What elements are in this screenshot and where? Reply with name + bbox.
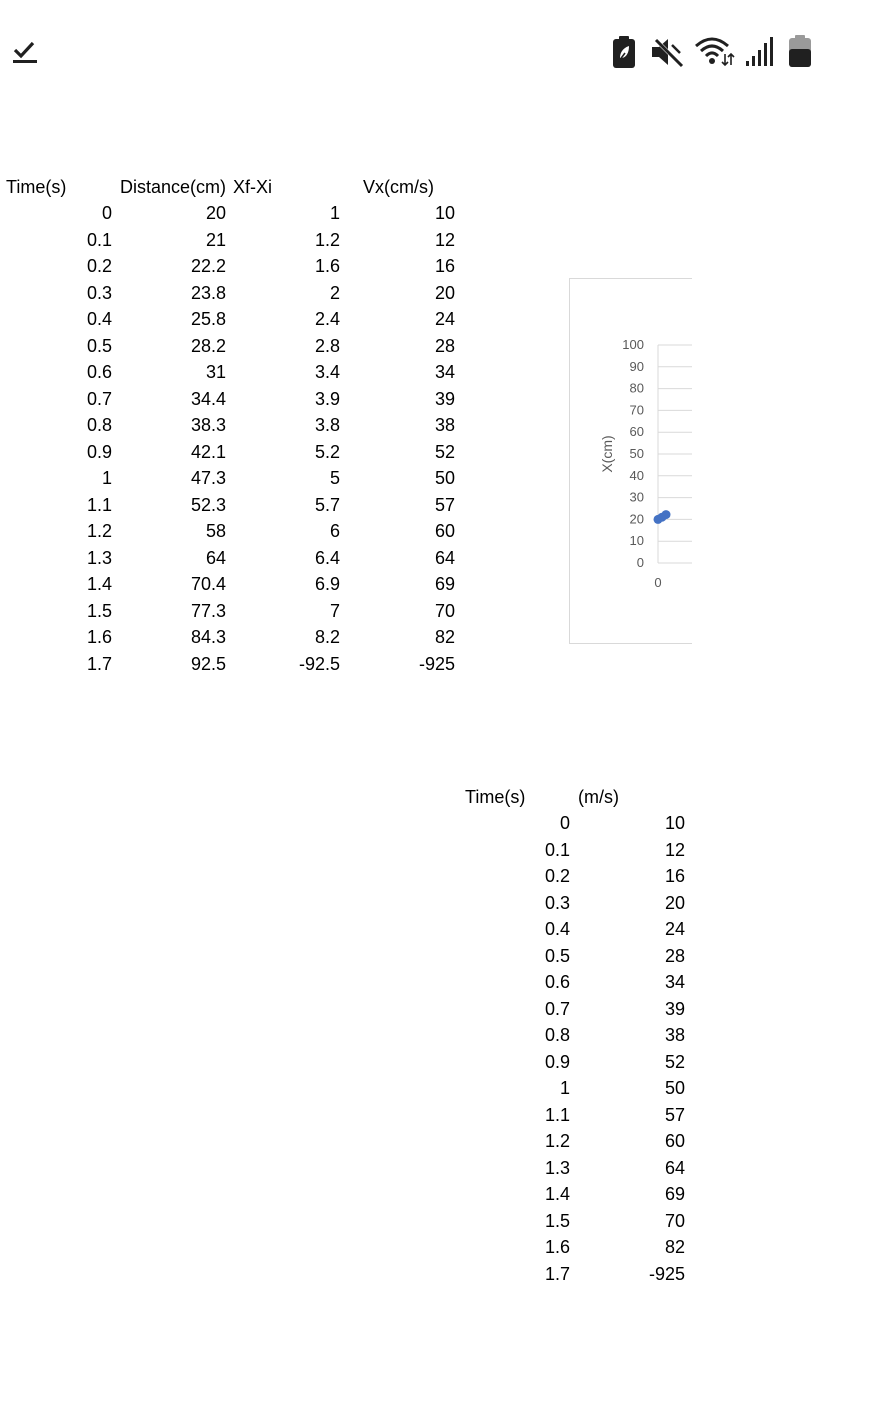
table2-cell: 10 bbox=[664, 813, 685, 833]
y-tick-label: 80 bbox=[629, 380, 644, 396]
table1-cell: 70.4 bbox=[190, 574, 226, 594]
signal-icon bbox=[744, 36, 774, 68]
table1-cell: 6 bbox=[329, 521, 340, 541]
table1-cell: 38 bbox=[434, 415, 455, 435]
table1-header-1: Distance(cm) bbox=[120, 177, 227, 197]
table1-cell: 38.3 bbox=[190, 415, 226, 435]
table2-cell: 1.7 bbox=[544, 1263, 570, 1284]
table2-cell: 24 bbox=[664, 919, 685, 939]
table1-cell: 39 bbox=[434, 388, 455, 409]
table1-cell: 16 bbox=[434, 256, 455, 276]
table2-cell: 1.3 bbox=[544, 1157, 570, 1178]
table1-cell: 2.8 bbox=[314, 335, 340, 356]
y-tick-label: 70 bbox=[629, 402, 644, 418]
table1-cell: 0.3 bbox=[86, 282, 112, 303]
table2-cell: -925 bbox=[648, 1263, 685, 1284]
table2-cell: 52 bbox=[664, 1051, 685, 1072]
table2-cell: 1.4 bbox=[544, 1184, 570, 1204]
table1-cell: 20 bbox=[205, 203, 226, 223]
table2-cell: 0.5 bbox=[544, 945, 570, 966]
table1-cell: 0.8 bbox=[86, 415, 112, 435]
table1-cell: 1.6 bbox=[86, 627, 112, 647]
table1-cell: 1.1 bbox=[86, 494, 112, 515]
table1-cell: 20 bbox=[434, 282, 455, 303]
y-tick-label: 0 bbox=[636, 555, 644, 570]
table2-cell: 50 bbox=[664, 1078, 685, 1098]
table1-cell: 34 bbox=[434, 362, 455, 382]
table1-cell: 5 bbox=[329, 468, 340, 488]
table1-cell: 5.2 bbox=[314, 441, 340, 462]
table2-cell: 0.4 bbox=[544, 919, 570, 939]
table2-cell: 0 bbox=[559, 813, 570, 833]
table2-cell: 38 bbox=[664, 1025, 685, 1045]
table1-cell: 1.2 bbox=[86, 521, 112, 541]
table1-header-0: Time(s) bbox=[6, 177, 67, 197]
y-tick-label: 10 bbox=[629, 533, 644, 549]
table2-cell: 0.2 bbox=[544, 866, 570, 886]
table1-cell: 28 bbox=[434, 335, 455, 356]
table1-cell: 58 bbox=[205, 521, 226, 541]
table1-cell: 12 bbox=[434, 229, 455, 250]
table2-cell: 64 bbox=[664, 1157, 685, 1178]
table2-cell: 16 bbox=[664, 866, 685, 886]
table1-cell: 1.6 bbox=[314, 256, 340, 276]
table2-cell: 82 bbox=[664, 1237, 685, 1257]
y-tick-label: 20 bbox=[629, 511, 644, 527]
table2-cell: 28 bbox=[664, 945, 685, 966]
table1-cell: 5.7 bbox=[314, 494, 340, 515]
table1-cell: 50 bbox=[434, 468, 455, 488]
table1-cell: 2 bbox=[329, 282, 340, 303]
y-axis-label: X(cm) bbox=[599, 435, 615, 473]
table1-cell: 42.1 bbox=[190, 441, 226, 462]
spreadsheet-table-1 bbox=[0, 0, 470, 700]
table1-cell: 82 bbox=[434, 627, 455, 647]
table1-cell: 60 bbox=[434, 521, 455, 541]
table1-header-3: Vx(cm/s) bbox=[363, 177, 434, 197]
table2-cell: 0.9 bbox=[544, 1051, 570, 1072]
y-tick-label: 30 bbox=[629, 489, 644, 505]
table1-cell: 1 bbox=[329, 203, 340, 223]
table2-cell: 0.6 bbox=[544, 972, 570, 992]
x-tick-label: 0 bbox=[654, 575, 662, 590]
y-tick-label: 90 bbox=[629, 358, 644, 374]
table2-cell: 0.1 bbox=[544, 839, 570, 860]
table1-cell: 1.5 bbox=[86, 600, 112, 621]
table2-cell: 39 bbox=[664, 998, 685, 1019]
table1-cell: 0.9 bbox=[86, 441, 112, 462]
table1-cell: 52 bbox=[434, 441, 455, 462]
table1-cell: 1.3 bbox=[86, 547, 112, 568]
table2-header-0: Time(s) bbox=[465, 787, 526, 807]
table1-cell: 0.2 bbox=[86, 256, 112, 276]
table1-cell: 25.8 bbox=[190, 309, 226, 329]
table1-cell: 31 bbox=[205, 362, 226, 382]
table2-cell: 12 bbox=[664, 839, 685, 860]
table1-cell: 23.8 bbox=[190, 282, 226, 303]
table1-cell: 2.4 bbox=[314, 309, 340, 329]
table1-cell: 77.3 bbox=[190, 600, 226, 621]
table2-cell: 34 bbox=[664, 972, 685, 992]
table2-cell: 1.5 bbox=[544, 1210, 570, 1231]
table1-cell: 3.4 bbox=[314, 362, 340, 382]
table2-header-1: (m/s) bbox=[578, 787, 619, 807]
table1-cell: 0.1 bbox=[86, 229, 112, 250]
table1-cell: 24 bbox=[434, 309, 455, 329]
table2-cell: 69 bbox=[664, 1184, 685, 1204]
table1-cell: 1 bbox=[101, 468, 112, 488]
table1-cell: 70 bbox=[434, 600, 455, 621]
table1-cell: 3.9 bbox=[314, 388, 340, 409]
table1-cell: 3.8 bbox=[314, 415, 340, 435]
table1-cell: 0.5 bbox=[86, 335, 112, 356]
table1-cell: 0.4 bbox=[86, 309, 112, 329]
table1-cell: 21 bbox=[205, 229, 226, 250]
table1-cell: 1.7 bbox=[86, 653, 112, 674]
y-tick-label: 50 bbox=[629, 446, 644, 461]
table2-cell: 1.1 bbox=[544, 1104, 570, 1125]
table2-cell: 60 bbox=[664, 1131, 685, 1151]
table2-cell: 70 bbox=[664, 1210, 685, 1231]
table1-cell: -92.5 bbox=[298, 653, 340, 674]
spreadsheet-table-2 bbox=[440, 0, 740, 1300]
battery-icon bbox=[788, 35, 812, 67]
table1-cell: 84.3 bbox=[190, 627, 226, 647]
table1-cell: 22.2 bbox=[190, 256, 226, 276]
table1-cell: 0.7 bbox=[86, 388, 112, 409]
table1-cell: 64 bbox=[205, 547, 226, 568]
table2-cell: 0.7 bbox=[544, 998, 570, 1019]
y-tick-label: 40 bbox=[629, 467, 644, 483]
table1-cell: 10 bbox=[434, 203, 455, 223]
table1-cell: 6.9 bbox=[314, 574, 340, 594]
table2-cell: 1.2 bbox=[544, 1131, 570, 1151]
table1-cell: 1.4 bbox=[86, 574, 112, 594]
table1-cell: 28.2 bbox=[190, 335, 226, 356]
table1-cell: 1.2 bbox=[314, 229, 340, 250]
table2-cell: 1.6 bbox=[544, 1237, 570, 1257]
table1-cell: 92.5 bbox=[190, 653, 226, 674]
table1-cell: 0 bbox=[101, 203, 112, 223]
table1-cell: 64 bbox=[434, 547, 455, 568]
y-tick-label: 60 bbox=[629, 424, 644, 440]
table1-cell: 7 bbox=[329, 600, 340, 621]
table1-cell: -925 bbox=[418, 653, 455, 674]
table1-cell: 6.4 bbox=[314, 547, 340, 568]
table1-cell: 52.3 bbox=[190, 494, 226, 515]
table1-cell: 57 bbox=[434, 494, 455, 515]
table1-cell: 47.3 bbox=[190, 468, 226, 488]
table2-cell: 57 bbox=[664, 1104, 685, 1125]
table1-cell: 0.6 bbox=[86, 362, 112, 382]
table1-cell: 8.2 bbox=[314, 627, 340, 647]
table2-cell: 0.8 bbox=[544, 1025, 570, 1045]
table2-cell: 1 bbox=[559, 1078, 570, 1098]
y-tick-label: 100 bbox=[622, 337, 644, 352]
table1-cell: 69 bbox=[434, 574, 455, 594]
table1-header-2: Xf-Xi bbox=[233, 177, 273, 197]
table2-cell: 20 bbox=[664, 892, 685, 913]
table2-cell: 0.3 bbox=[544, 892, 570, 913]
table1-cell: 34.4 bbox=[190, 388, 226, 409]
